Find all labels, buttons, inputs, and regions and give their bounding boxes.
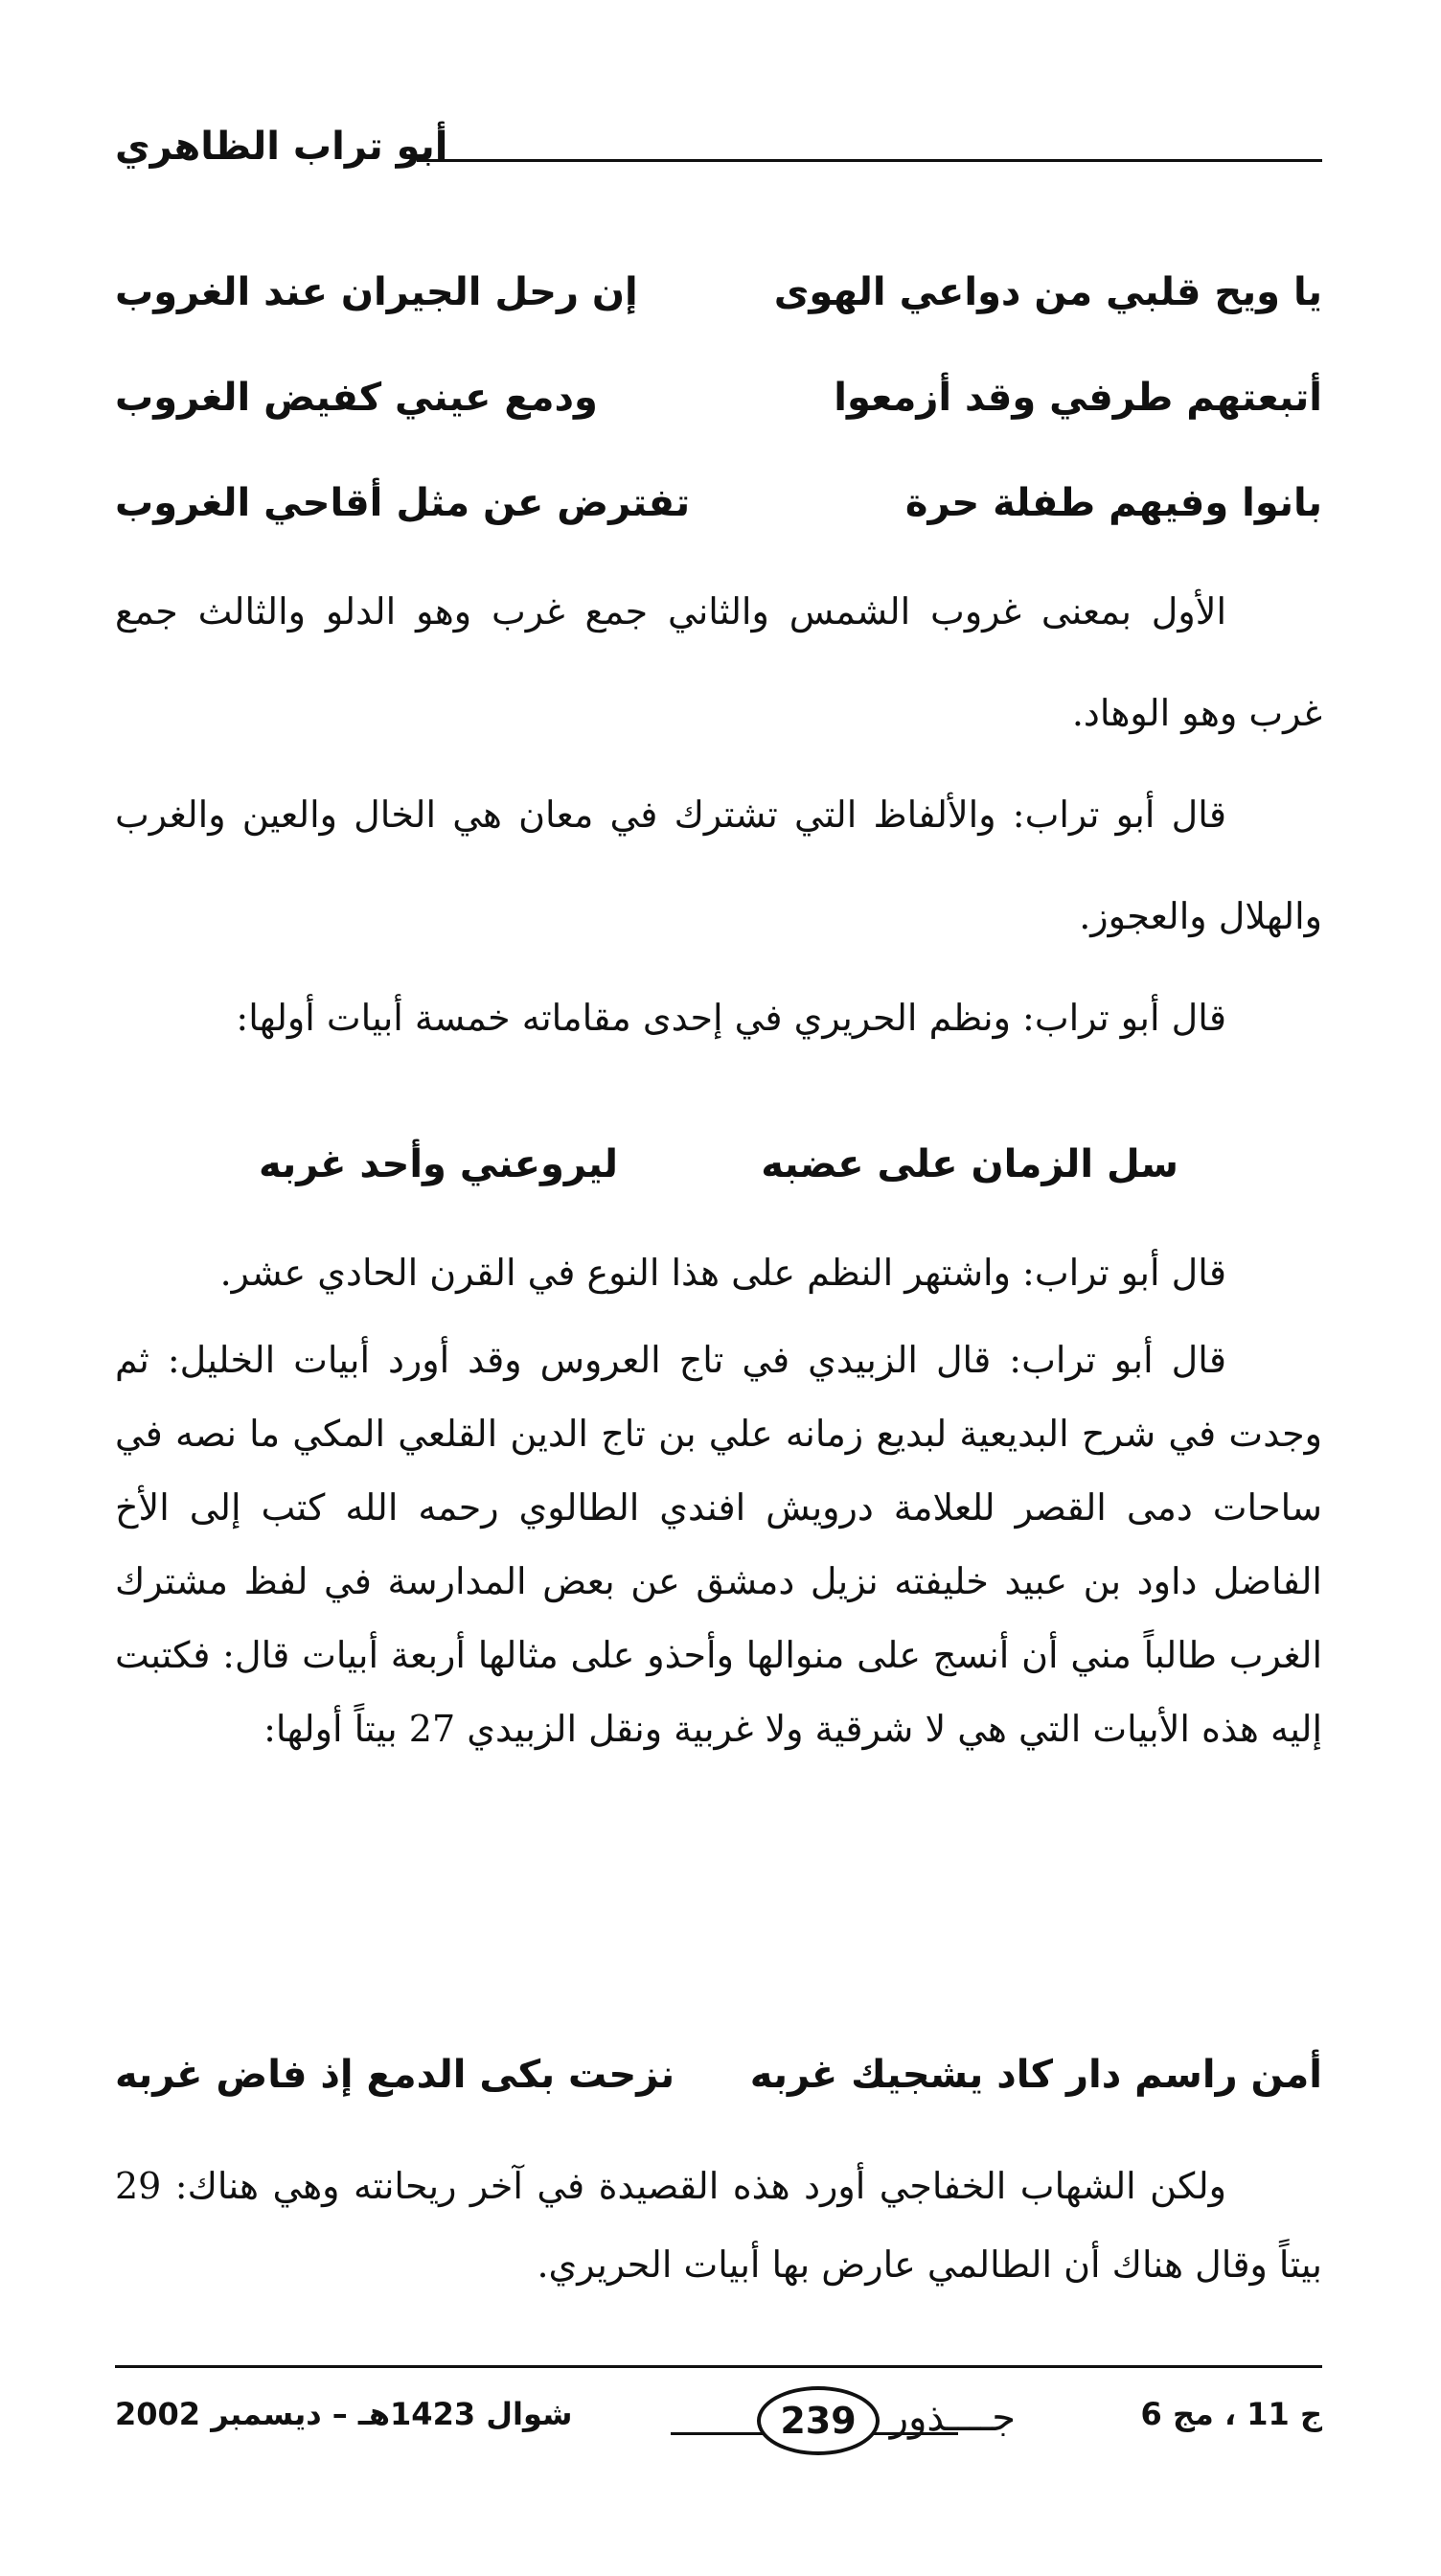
verse-line-bottom [115,2022,1322,2128]
prose-section-3 [115,2147,1322,2304]
verse-line [115,450,1322,556]
verse-first-hemistich: بانوا وفيهم طفلة حرة [904,481,1322,525]
prose-section-2 [115,1222,1322,1766]
paragraph: قال أبو تراب: واشتهر النظم على هذا النوع في القرن الحادي عشر. [219,1252,1226,1294]
verse-block-top [115,240,1322,556]
footer-rule [115,2365,1322,2368]
verse-second-hemistich: ليروعني وأحد غربه [259,1142,619,1186]
paragraph: الأول بمعنى غروب الشمس والثاني جمع غرب وهو الدلو والثالث جمع غرب وهو الوهاد. [115,590,1322,734]
verse-line [115,240,1322,345]
verse-first-hemistich: سل الزمان على عضبه [761,1142,1178,1186]
journal-name: جــــذور [889,2396,1016,2440]
verse-line-middle [115,1112,1322,1217]
verse-line [115,345,1322,450]
issue-date: شوال 1423هـ – ديسمبر 2002 [115,2396,573,2432]
header-rule [417,159,1322,162]
verse-second-hemistich: ودمع عيني كفيض الغروب [115,376,598,420]
running-title: أبو تراب الظاهري [115,125,448,169]
paragraph: قال أبو تراب: والألفاظ التي تشترك في معان هي الخال والعين والغرب والهلال والعجوز. [115,794,1322,937]
verse-first-hemistich: أمن راسم دار كاد يشجيك غربه [749,2053,1322,2097]
issue-label: ج 11 ، مج 6 [1140,2396,1322,2432]
paragraph: قال أبو تراب: قال الزبيدي في تاج العروس وقد أورد أبيات الخليل: ثم وجدت في شرح البديعية لبديع زمانه علي بن تاج الدين القلعي المكي ما نصه في ساحات دمى القصر للعلامة درويش افندي الطالوي رحمه الله كتب إلى الأخ الفاضل داود بن عبيد خليفته نزيل دمشق عن بعض المدارسة في لفظ مشترك الغرب طالباً مني أن أنسج على منوالها وأحذو على مثالها أربعة أبيات قال: فكتبت إليه هذه الأبيات التي هي لا شرقية ولا غربية ونقل الزبيدي 27 بيتاً أولها: [115,1339,1322,1750]
verse-second-hemistich: إن رحل الجيران عند الغروب [115,270,638,314]
prose-section-1 [115,561,1322,1069]
verse-second-hemistich: تفترض عن مثل أقاحي الغروب [115,481,691,525]
verse-second-hemistich: نزحت بكى الدمع إذ فاض غربه [115,2053,675,2097]
verse-first-hemistich: يا ويح قلبي من دواعي الهوى [773,270,1322,314]
running-header [115,115,1322,211]
page-number: 239 [757,2386,880,2455]
paragraph: قال أبو تراب: ونظم الحريري في إحدى مقاماته خمسة أبيات أولها: [236,997,1226,1039]
journal-mark [632,2386,1016,2453]
page-footer [115,2377,1322,2463]
paragraph: ولكن الشهاب الخفاجي أورد هذه القصيدة في آخر ريحانته وهي هناك: 29 بيتاً وقال هناك أن الطالمي عارض بها أبيات الحريري. [115,2165,1322,2286]
verse-first-hemistich: أتبعتهم طرفي وقد أزمعوا [834,376,1322,420]
